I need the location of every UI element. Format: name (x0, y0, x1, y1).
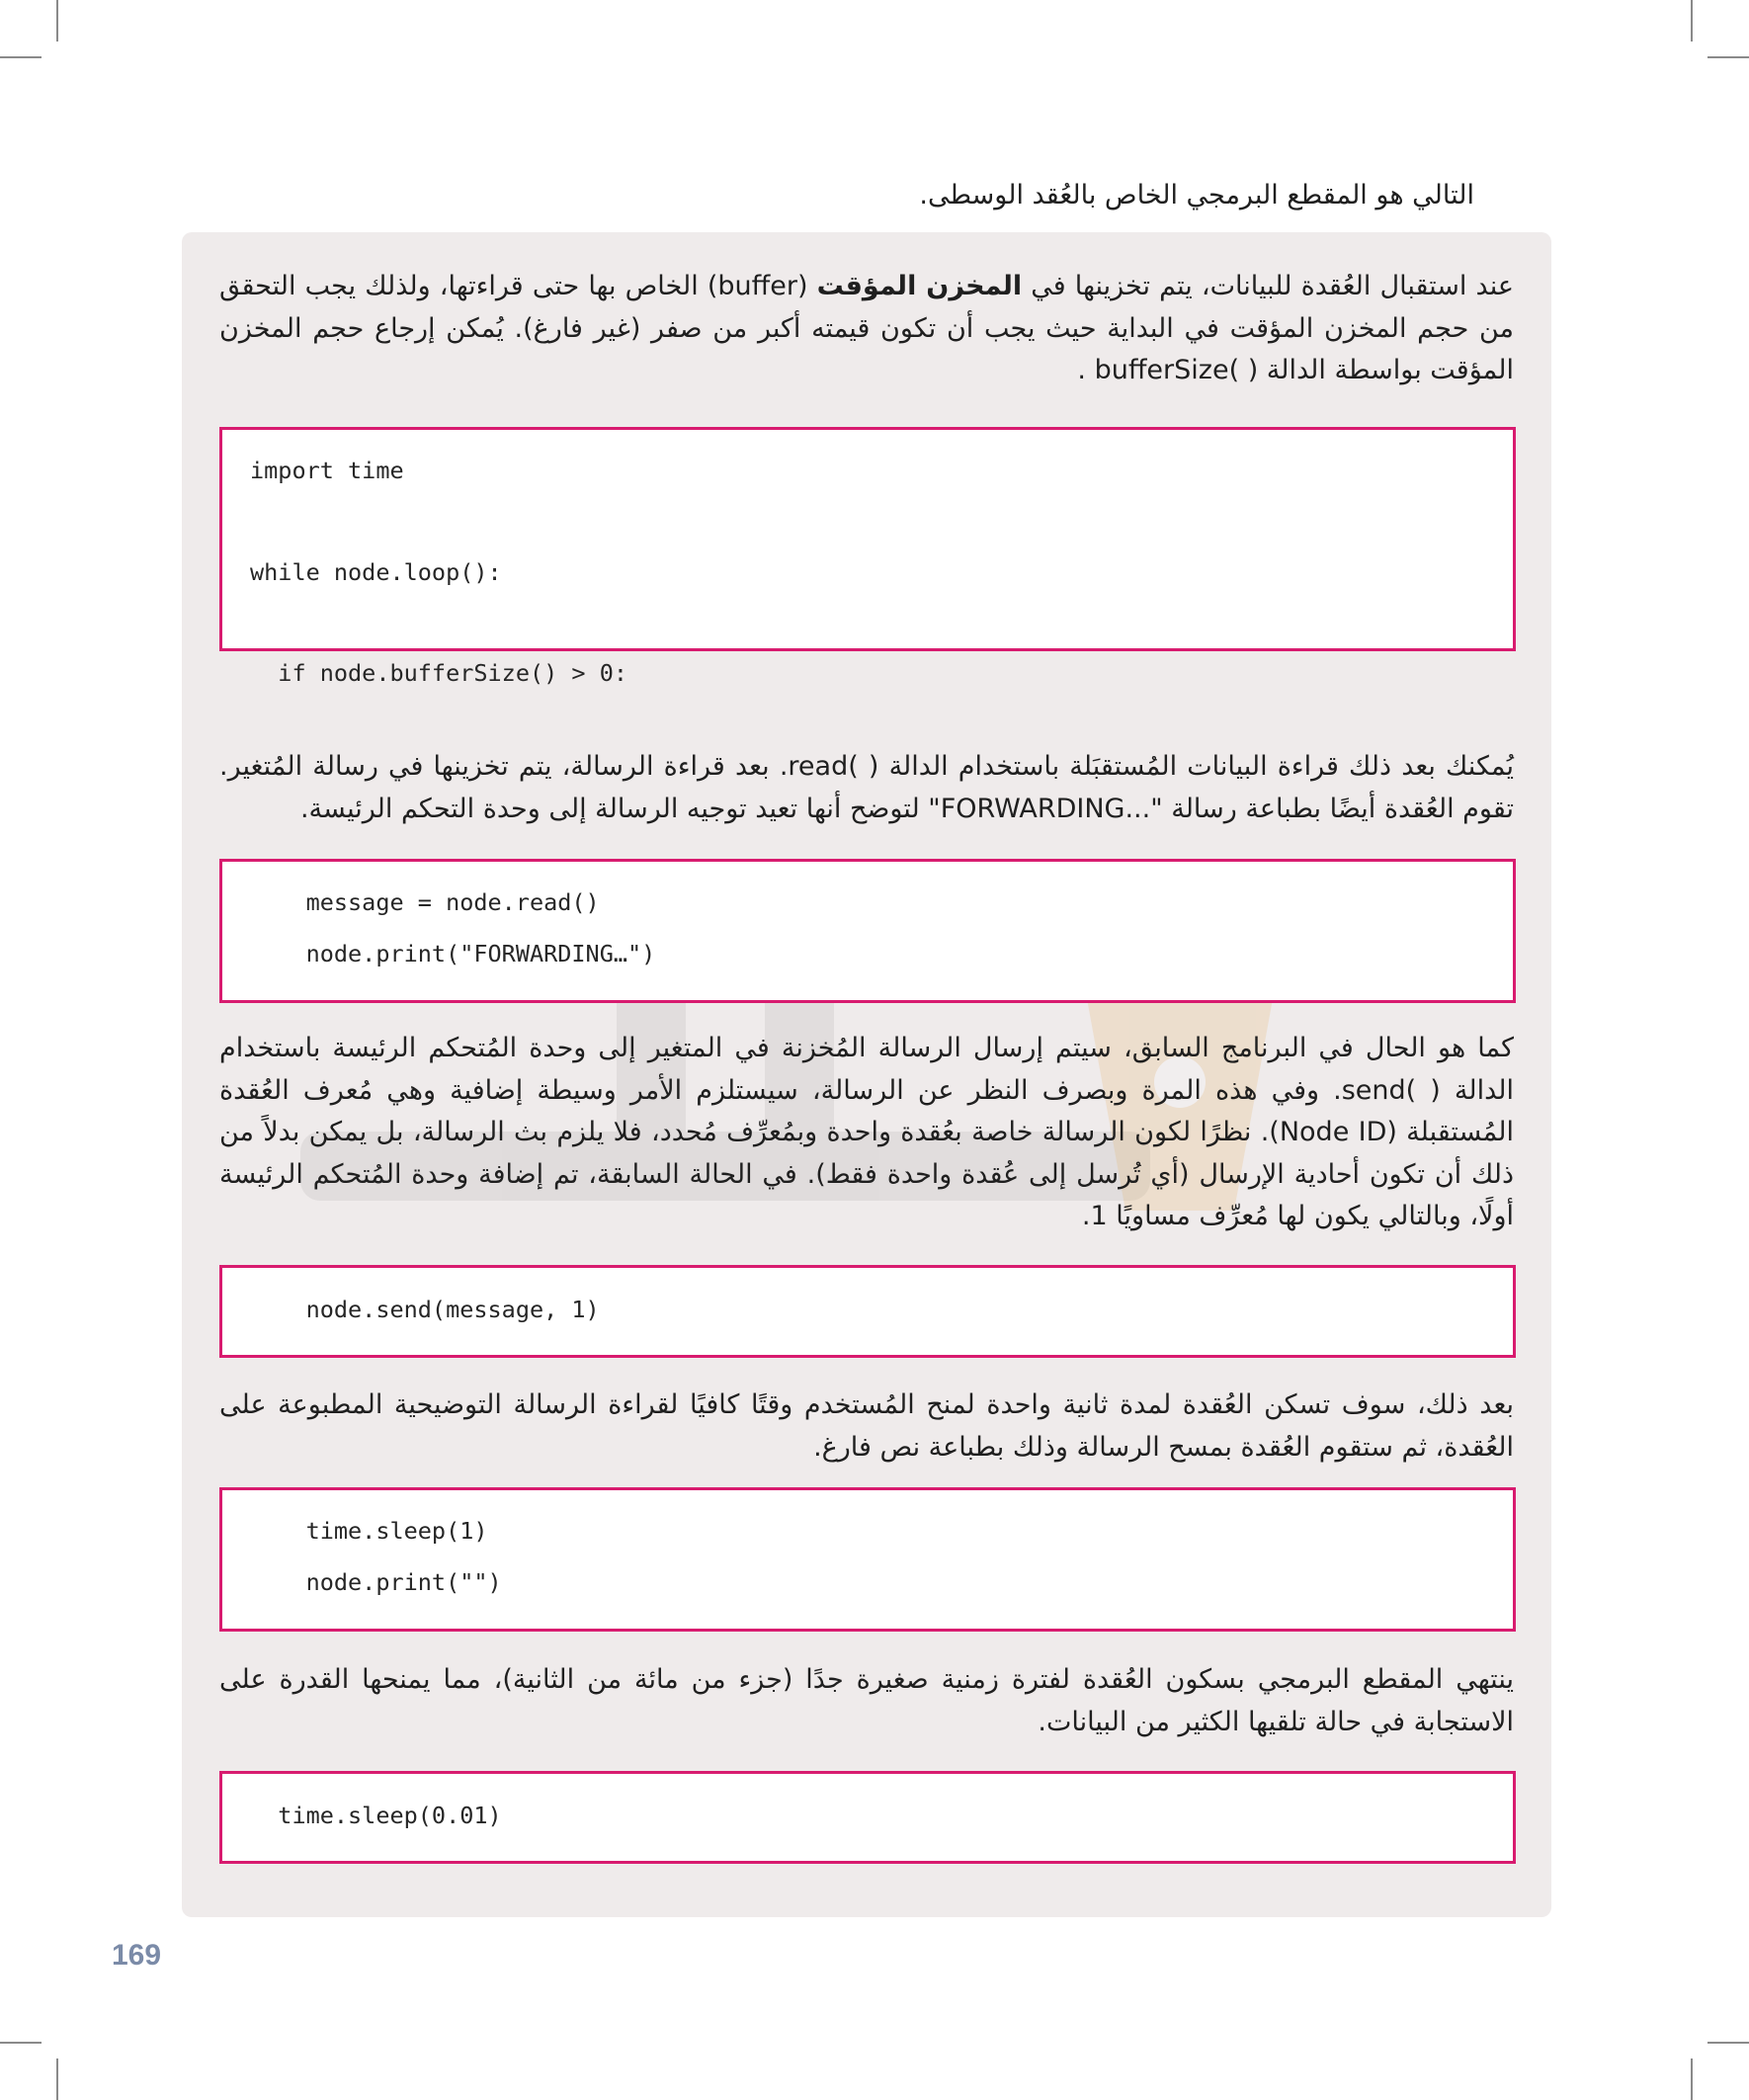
paragraph-sleep: بعد ذلك، سوف تسكن العُقدة لمدة ثانية واحدة لمنح المُستخدم وقتًا كافيًا لقراءة الرسالة التوضيحية المطبوعة على العُقدة، ثم ستقوم العُقدة بمسح الرسالة وذلك بطباعة نص فارغ. (219, 1389, 1514, 1463)
code-line: while node.loop(): (250, 558, 502, 586)
paragraph-send: كما هو الحال في البرنامج السابق، سيتم إرسال الرسالة المُخزنة في المتغير إلى وحدة المُتحكم الرئيسة باستخدام الدالة ( )send. وفي هذه المرة وبصرف النظر عن الرسالة، سيستلزم الأمر وسيطة إضافية وهي مُعرف العُقدة المُستقبلة (Node ID). نظرًا لكون الرسالة خاصة بعُقدة واحدة وبمُعرِّف مُحدد، فلا يلزم بث الرسالة، بل يمكن بدلاً من ذلك أن تكون أحادية الإرسال (أي تُرسل إلى عُقدة واحدة فقط). في الحالة السابقة، تم إضافة وحدة المُتحكم الرئيسة أولًا، وبالتالي يكون لها مُعرِّف مساويًا 1. (219, 1033, 1515, 1231)
crop-mark (56, 0, 58, 42)
code-line: node.print("FORWARDING…") (250, 940, 656, 967)
content-panel (182, 232, 1551, 1917)
crop-mark (0, 2042, 42, 2044)
code-line: node.send(message, 1) (250, 1296, 600, 1323)
code-line: message = node.read() (250, 888, 600, 916)
code-line: time.sleep(1) (250, 1517, 488, 1545)
code-block-final-sleep (219, 1771, 1516, 1864)
code-block-send (219, 1265, 1516, 1358)
code-line: time.sleep(0.01) (250, 1802, 502, 1829)
code-block-sleep (219, 1487, 1516, 1632)
crop-mark (1707, 56, 1749, 58)
intro-text: التالي هو المقطع البرمجي الخاص بالعُقد الوسطى. (919, 180, 1474, 210)
paragraph-end: ينتهي المقطع البرمجي بسكون العُقدة لفترة زمنية صغيرة جدًا (جزء من مائة من الثانية)، مما يمنحها القدرة على الاستجابة في حالة تلقيها الكثير من البيانات. (219, 1664, 1514, 1737)
code-line: import time (250, 457, 404, 484)
page-number: 169 (112, 1939, 162, 1972)
bold-term-buffer: المخزن المؤقت (816, 271, 1023, 301)
crop-mark (1707, 2042, 1749, 2044)
crop-mark (1691, 2058, 1693, 2100)
crop-mark (56, 2058, 58, 2100)
paragraph-read: يُمكنك بعد ذلك قراءة البيانات المُستقبَلة باستخدام الدالة ( )read. بعد قراءة الرسالة، يتم تخزينها في رسالة المُتغير. تقوم العُقدة أيضًا بطباعة رسالة "...FORWARDING" لتوضح أنها تعيد توجيه الرسالة إلى وحدة التحكم الرئيسة. (219, 751, 1514, 824)
code-block-read (219, 859, 1516, 1003)
crop-mark (1691, 0, 1693, 42)
code-line: if node.bufferSize() > 0: (250, 659, 628, 687)
paragraph-buffer: عند استقبال العُقدة للبيانات، يتم تخزينها في المخزن المؤقت (buffer) الخاص بها حتى قراءتها، ولذلك يجب التحقق من حجم المخزن المؤقت في البداية حيث يجب أن تكون قيمته أكبر من صفر (غير فارغ). يُمكن إرجاع حجم المخزن المؤقت بواسطة الدالة ( )bufferSize . (219, 271, 1514, 385)
code-block-loop (219, 427, 1516, 687)
code-line: node.print("") (250, 1568, 502, 1596)
crop-mark (0, 56, 42, 58)
